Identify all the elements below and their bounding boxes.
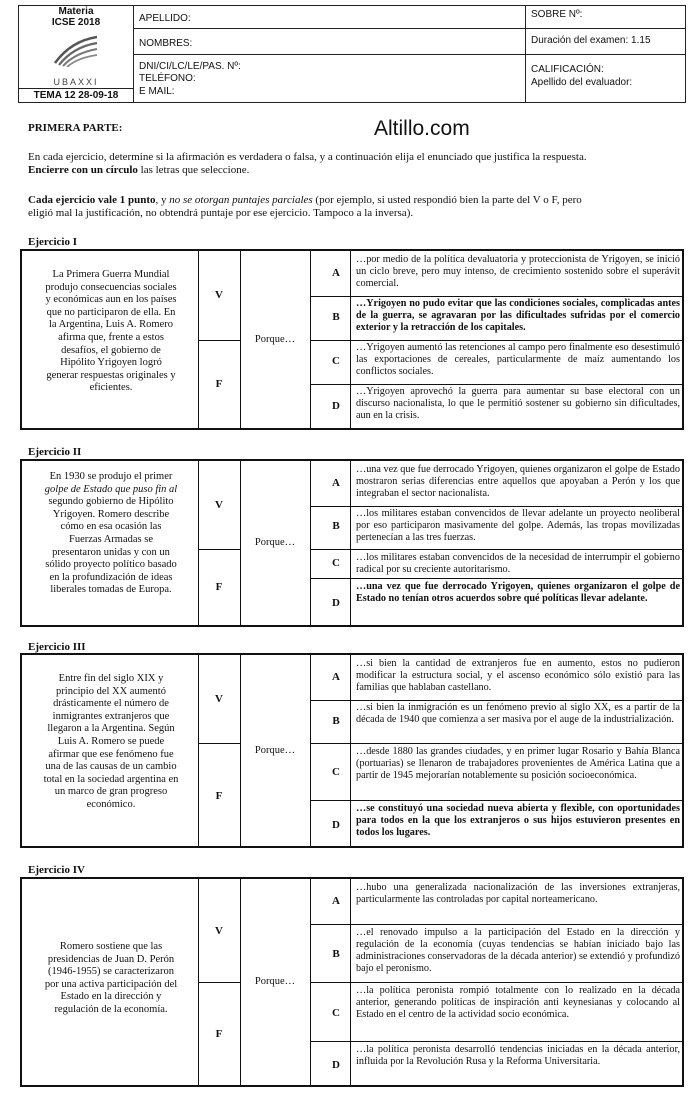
exercise-3-table [20,653,684,848]
exercise-2-false-choice[interactable]: F [215,581,223,593]
exercise-3-false-choice[interactable]: F [215,790,223,802]
scoring-paragraph: Cada ejercicio vale 1 punto, y no se otorgan puntajes parciales (por ejemplo, si usted respondió bien la parte del V o F, pero eligió mal la justificación, no obtendrá puntaje por ese ejercicio. Tampoco a la inversa). [28,194,582,219]
exercise-2-label: Ejercicio II [28,446,82,458]
ubaxxi-wordmark: UBAXXI [53,77,99,87]
exercise-4-option-c-letter[interactable]: C [332,1007,340,1019]
exercise-1-statement: La Primera Guerra Mundial produjo consecuencias sociales y económicas aun en los países que no participaron de ella. En la Argentina, Luis A. Romero afirma que, frente a estos desafíos, el gobierno de Hipólito Yrigoyen logró generar respuestas originales y eficientes. [45,269,177,394]
exercise-3-true-choice[interactable]: V [215,693,223,705]
exam-header [18,5,686,103]
exercise-3-option-b: …si bien la inmigración es un fenómeno previo al siglo XX, es a partir de la década de 1940 que comienza a ser masiva por el auge de la industrialización. [356,702,680,725]
email-field[interactable]: E MAIL: [139,86,175,97]
exercise-1-option-c-letter[interactable]: C [332,355,340,367]
porque-label: Porque… [254,537,296,548]
exercise-2-option-a: …una vez que fue derrocado Yrigoyen, quienes organizaron el golpe de Estado mostraron serias diferencias entre aquellos que apoyaban a Perón y los que integraban el sector nacionalista. [356,464,680,499]
exercise-2-option-b: …los militares estaban convencidos de llevar adelante un proyecto neoliberal por eso participaron masivamente del golpe. Además, las tropas movilizadas pertenecían a las tres fuerzas. [356,508,680,543]
exercise-2-option-d: …una vez que fue derrocado Yrigoyen, quienes organizaron el golpe de Estado no tenían otros acuerdos sobre qué políticas llevar adelante. [356,581,680,604]
exercise-3-option-b-letter[interactable]: B [332,715,340,727]
exercise-4-option-b: …el renovado impulso a la participación del Estado en la dirección y regulación de la economía (cuyas tendencias se habían iniciado bajo las administraciones conservadoras de la década anterior) se extendió y profundizó bajo el peronismo. [356,927,680,974]
exercise-4-table [20,877,684,1087]
exercise-3-label: Ejercicio III [28,641,86,653]
exercise-4-option-b-letter[interactable]: B [332,948,340,960]
exercise-1-false-choice[interactable]: F [215,378,223,390]
exercise-4-option-d-letter[interactable]: D [332,1059,340,1071]
exercise-4-label: Ejercicio IV [28,864,85,876]
instructions-paragraph: En cada ejercicio, determine si la afirmación es verdadera o falsa, y a continuación elija el enunciado que justifica la respuesta. Encierre con un círculo las letras que seleccione. [28,151,587,176]
exercise-3-option-c: …desde 1880 las grandes ciudades, y en primer lugar Rosario y Bahía Blanca (portuarias) se llenaron de trabajadores provenientes de América Latina que a partir de 1945 mejorarían notablemente su posición socioeconómica. [356,746,680,781]
tema-label: TEMA 12 28-09-18 [33,90,119,101]
exercise-4-option-d: …la política peronista desarrolló tendencias iniciadas en la década anterior, influida por la Revolución Rusa y la Reforma Universitaria. [356,1044,680,1067]
exercise-3-option-a-letter[interactable]: A [332,671,340,683]
ubaxxi-logo-icon [51,33,101,67]
course-code: ICSE 2018 [51,17,101,28]
exercise-2-option-a-letter[interactable]: A [332,477,340,489]
exercise-4-statement: Romero sostiene que las presidencias de Juan D. Perón (1946-1955) se caracterizaron por una activa participación del Estado en la dirección y regulación de la economía. [44,941,178,1015]
telefono-field[interactable]: TELÉFONO: [139,73,196,84]
exercise-3-option-d: …se constituyó una sociedad nueva abierta y flexible, con oportunidades para todos en la que los extranjeros o sus hijos estuvieron presentes en todos los lugares. [356,803,680,838]
watermark: Altillo.com [374,117,470,140]
apellido-field[interactable]: APELLIDO: [139,13,191,24]
exercise-1-option-b-letter[interactable]: B [332,311,340,323]
exercise-1-table [20,249,684,430]
porque-label: Porque… [254,334,296,345]
sobre-field[interactable]: SOBRE Nº: [531,9,583,20]
exercise-2-option-c-letter[interactable]: C [332,557,340,569]
exercise-1-option-b: …Yrigoyen no pudo evitar que las condiciones sociales, complicadas antes de la guerra, se agravaran por las dificultades sufridas por el comercio exterior y la retracción de los capitales. [356,298,680,333]
section-title: PRIMERA PARTE: [28,122,123,134]
exercise-1-option-d: …Yrigoyen aprovechó la guerra para aumentar su base electoral con un discurso nacionalista, lo que le permitió sostener su gobierno sin dificultades, aun en la crisis. [356,386,680,421]
materia-label: Materia [58,6,94,17]
exercise-4-option-a-letter[interactable]: A [332,895,340,907]
exercise-2-table [20,459,684,627]
exercise-4-false-choice[interactable]: F [215,1028,223,1040]
exercise-4-true-choice[interactable]: V [215,925,223,937]
calificacion-field[interactable]: CALIFICACIÓN: [531,64,604,75]
exercise-3-option-c-letter[interactable]: C [332,766,340,778]
porque-label: Porque… [254,976,296,987]
exercise-1-option-d-letter[interactable]: D [332,400,340,412]
exercise-2-statement: En 1930 se produjo el primer golpe de Estado que puso fin al segundo gobierno de Hipólito Yrigoyen. Romero describe cómo en esa ocasión las Fuerzas Armadas se presentaron unidas y con un sólido proyecto político basado en la profundización de ideas liberales tomadas de Europa. [44,471,178,596]
exercise-3-option-a: …si bien la cantidad de extranjeros fue en aumento, estos no pudieron modificar la estructura social, y el ascenso económico sólo existió para las familias que hablaban castellano. [356,658,680,693]
exercise-3-statement: Entre fin del siglo XIX y principio del XX aumentó drásticamente el número de inmigrantes extranjeros que llegaron a la Argentina. Según Luis A. Romero se puede afirmar que ese fenómeno fue una de las causas de un cambio total en la sociedad argentina en un marco de gran progreso económico. [43,673,179,810]
exercise-3-option-d-letter[interactable]: D [332,819,340,831]
exercise-1-option-a-letter[interactable]: A [332,267,340,279]
nombres-field[interactable]: NOMBRES: [139,38,193,49]
exercise-1-label: Ejercicio I [28,236,77,248]
duracion-label: Duración del examen: 1.15 [531,35,651,46]
exercise-4-option-c: …la política peronista rompió totalmente con lo realizado en la década anterior, generando políticas de inspiración anti keynesianas y colocando al Estado en el centro de la actividad socio económica. [356,985,680,1020]
exercise-1-option-a: …por medio de la política devaluatoria y proteccionista de Yrigoyen, se inició un ciclo breve, pero muy intenso, de crecimiento sostenido sobre el superávit comercial. [356,254,680,289]
dni-field[interactable]: DNI/CI/LC/LE/PAS. Nº: [139,61,241,72]
exercise-1-option-c: …Yrigoyen aumentó las retenciones al campo pero finalmente eso desestimuló las exportaciones de cereales, particularmente de maíz aumentando los conflictos sociales. [356,342,680,377]
exercise-2-option-c: …los militares estaban convencidos de la necesidad de interrumpir el gobierno radical por su creciente autoritarismo. [356,552,680,575]
evaluador-field[interactable]: Apellido del evaluador: [531,77,633,88]
exercise-2-option-b-letter[interactable]: B [332,520,340,532]
exercise-2-option-d-letter[interactable]: D [332,597,340,609]
porque-label: Porque… [254,745,296,756]
exercise-4-option-a: …hubo una generalizada nacionalización de las inversiones extranjeras, particularmente las controladas por capital norteamericano. [356,882,680,905]
exercise-2-true-choice[interactable]: V [215,499,223,511]
exercise-1-true-choice[interactable]: V [215,289,223,301]
